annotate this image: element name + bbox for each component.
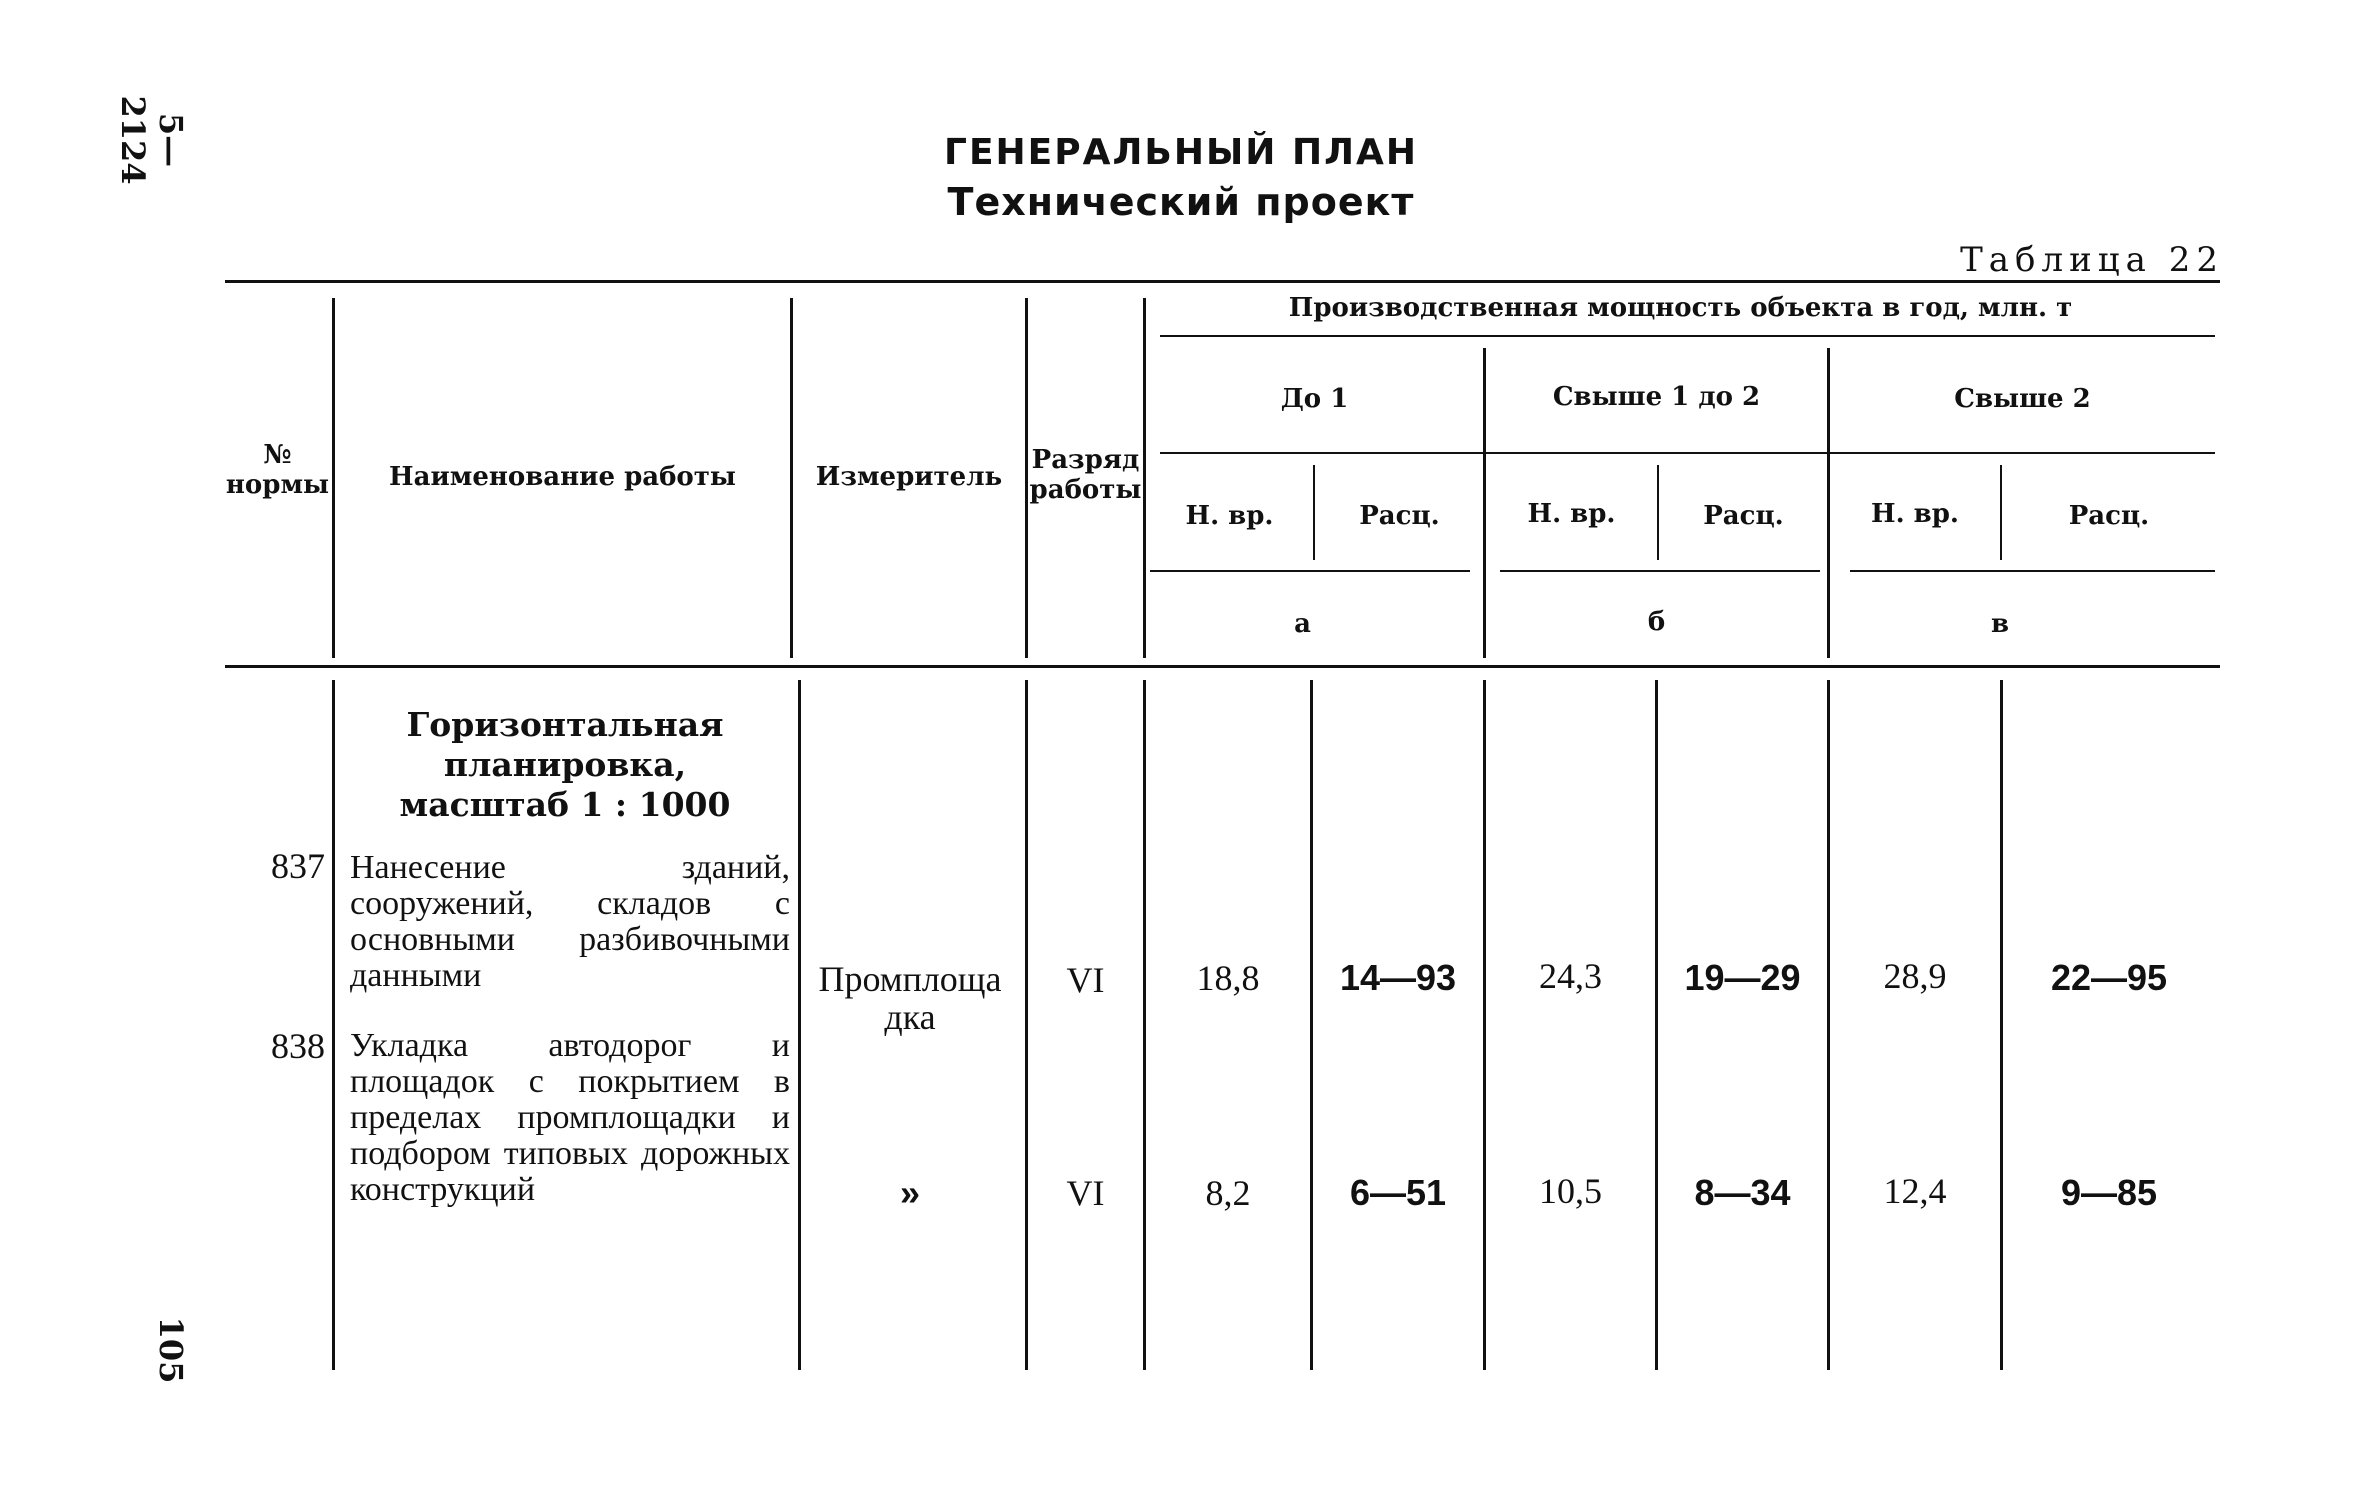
body-divider — [1655, 680, 1658, 1370]
header-work-name: Наименование работы — [389, 462, 736, 492]
hvr-label-1: Н. вр. — [1185, 501, 1274, 531]
capacity-rule — [1160, 335, 2215, 337]
group-letter-2: б — [1647, 607, 1666, 637]
body-divider — [1025, 680, 1028, 1370]
row-work-name: Укладка автодорог и площадок с покрытием в пределах промплощадки и подбором типовых дорожных конструкций — [350, 1027, 790, 1208]
group-label-1: До 1 — [1280, 384, 1349, 414]
row-value-c-hvr: 12,4 — [1883, 1171, 1947, 1211]
hvr-label-3: Н. вр. — [1871, 499, 1959, 529]
body-divider — [1310, 680, 1313, 1370]
header-capacity: Производственная мощность объекта в год, млн. т — [1288, 293, 2073, 323]
header-divider — [1313, 465, 1315, 560]
body-divider — [2000, 680, 2003, 1370]
header-grade-line1: Разряд — [1031, 445, 1140, 475]
rasc-label-1: Расц. — [1359, 501, 1440, 531]
body-divider — [1827, 680, 1830, 1370]
table-label: Таблица 22 — [1960, 240, 2224, 280]
row-value-b-rasc: 19—29 — [1684, 957, 1801, 998]
subheader-rule-b — [1500, 570, 1820, 572]
row-work-name: Нанесение зданий, сооружений, складов с основными разбивочными данными — [350, 849, 790, 994]
body-divider — [798, 680, 801, 1370]
header-unit: Измеритель — [815, 462, 1003, 492]
header-norm-no — [225, 440, 330, 500]
group-letter-1: а — [1294, 609, 1311, 639]
header-divider — [1143, 298, 1146, 658]
body-divider — [1143, 680, 1146, 1370]
rasc-label-2: Расц. — [1703, 501, 1784, 531]
row-value-a-hvr: 8,2 — [1205, 1173, 1251, 1213]
page-number: 105 — [152, 1316, 190, 1384]
section-heading-line1: Горизонтальная — [406, 705, 724, 744]
row-value-c-hvr: 28,9 — [1883, 956, 1947, 996]
group-label-3: Свыше 2 — [1954, 384, 2091, 414]
section-heading-line3: масштаб 1 : 1000 — [399, 785, 731, 824]
row-value-c-rasc: 9—85 — [2060, 1172, 2158, 1213]
header-bottom-rule — [225, 665, 2220, 668]
group-rule — [1160, 452, 2215, 454]
group-label-2: Свыше 1 до 2 — [1552, 382, 1761, 412]
table-top-rule — [225, 280, 2220, 283]
header-divider — [2000, 465, 2002, 560]
row-number: 837 — [271, 846, 325, 886]
rasc-label-3: Расц. — [2068, 501, 2150, 531]
header-norm-no-line1: № — [263, 440, 292, 470]
body-divider — [1483, 680, 1486, 1370]
header-grade-line2: работы — [1029, 475, 1142, 505]
section-heading-line2: планировка, — [443, 745, 687, 784]
sheet-number: 5—2124 — [114, 95, 190, 185]
header-grade — [1028, 445, 1143, 505]
row-value-b-rasc: 8—34 — [1694, 1172, 1791, 1213]
page-subtitle: Технический проект — [947, 180, 1415, 224]
row-value-a-hvr: 18,8 — [1196, 958, 1260, 998]
row-number: 838 — [271, 1026, 325, 1066]
row-grade: VI — [1066, 960, 1105, 1000]
header-norm-no-line2: нормы — [225, 470, 330, 500]
row-unit: » — [899, 1172, 921, 1213]
row-value-b-hvr: 10,5 — [1539, 1171, 1602, 1211]
subheader-rule-a — [1150, 570, 1470, 572]
row-value-a-rasc: 6—51 — [1349, 1172, 1447, 1213]
group-letter-3: в — [1990, 609, 2010, 639]
subheader-rule-c — [1850, 570, 2215, 572]
row-value-a-rasc: 14—93 — [1339, 957, 1457, 998]
row-value-c-rasc: 22—95 — [2050, 957, 2168, 998]
hvr-label-2: Н. вр. — [1527, 499, 1616, 529]
row-grade: VI — [1066, 1173, 1105, 1213]
header-divider — [1657, 465, 1659, 560]
page-title: ГЕНЕРАЛЬНЫЙ ПЛАН — [944, 132, 1418, 173]
section-heading — [335, 705, 795, 825]
row-value-b-hvr: 24,3 — [1539, 956, 1602, 996]
row-unit: Промплощадка — [818, 959, 1002, 1037]
